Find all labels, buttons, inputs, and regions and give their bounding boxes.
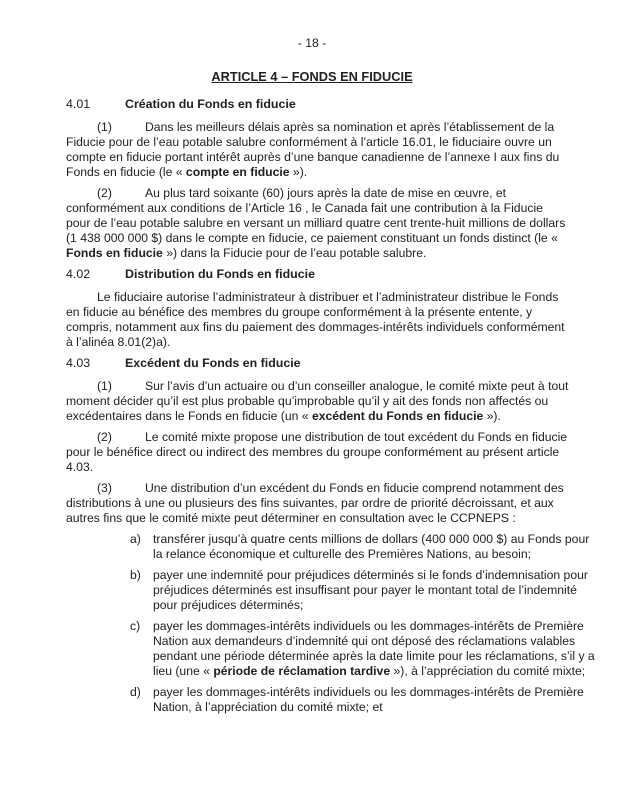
- bold-defined-term: excédent du Fonds en fiducie: [311, 409, 484, 423]
- list-item-text: [153, 619, 595, 679]
- section-4.01: [66, 97, 595, 261]
- text-run: »).: [483, 409, 501, 423]
- bold-defined-term: Fonds en fiducie: [66, 246, 163, 260]
- section-title: Création du Fonds en fiducie: [125, 97, 296, 111]
- paragraph: [66, 481, 570, 526]
- article-title: ARTICLE 4 – FONDS EN FIDUCIE: [211, 69, 413, 84]
- text-run: Au plus tard soixante (60) jours après la date de mise en œuvre, et conformément aux conditions de l’Article 16 , le Canada fait une contribution à la Fiducie pour de l’eau potable salubre en versant un milliard quatre cent trente-huit millions de dollars (1 438 000 000 $) dans le compte en fiducie, ce paiement constituant un fonds distinct (le «: [66, 186, 566, 245]
- section-heading: [66, 356, 570, 371]
- text-run: Le comité mixte propose une distribution de tout excédent du Fonds en fiducie pour le bénéfice direct ou indirect des membres du groupe conformément au présent article 4.03.: [66, 430, 568, 474]
- section-title: Excédent du Fonds en fiducie: [125, 356, 301, 370]
- paragraph: [66, 430, 570, 475]
- page-number: - 18 -: [297, 36, 327, 50]
- text-run: »).: [289, 165, 308, 179]
- list-item-marker: a): [130, 532, 141, 546]
- paragraph: [66, 379, 570, 424]
- paragraph: [66, 290, 570, 350]
- list-item-marker: d): [130, 685, 141, 699]
- section-number: 4.02: [66, 267, 91, 281]
- paragraph: [66, 120, 570, 180]
- section-4.02: [66, 267, 595, 350]
- paragraph: [66, 186, 570, 261]
- paragraph-marker: (1): [97, 379, 112, 393]
- paragraph-marker: (2): [97, 186, 112, 200]
- list-item-marker: b): [130, 568, 141, 582]
- text-run: Une distribution d’un excédent du Fonds en fiducie comprend notamment des distributions à une ou plusieurs des fins suivantes, par ordre de priorité décroissant, et aux autres fins que le comité mixte peut déterminer en consultation avec le CCPNEPS :: [66, 481, 564, 525]
- text-run: Le fiduciaire autorise l’administrateur à distribuer et l’administrateur distribue le Fonds en fiducie au bénéfice des membres du groupe conformément à la présente entente, y compris, notamment aux fins du paiement des dommages-intérêts individuels conformément à l’alinéa 8.01(2)a).: [66, 290, 565, 349]
- bold-defined-term: compte en fiducie: [185, 165, 290, 179]
- text-run: »), à l’appréciation du comité mixte;: [390, 664, 586, 678]
- document-sections: [66, 97, 595, 715]
- list-item-text: [153, 532, 595, 562]
- section-heading: [66, 97, 570, 112]
- text-run: payer une indemnité pour préjudices déterminés si le fonds d’indemnisation pour préjudices déterminés est insuffisant pour payer le montant total de l’indemnité pour préjudices déterminés;: [153, 568, 588, 612]
- text-run: Sur l’avis d’un actuaire ou d’un conseiller analogue, le comité mixte peut à tout moment décider qu’il est plus probable qu’improbable qu’il y ait des fonds non affectés ou excédentaires dans le Fonds en fiducie (un «: [66, 379, 569, 423]
- list-item-marker: c): [130, 619, 141, 633]
- text-run: ») dans la Fiducie pour de l’eau potable salubre.: [162, 246, 427, 260]
- section-title: Distribution du Fonds en fiducie: [125, 267, 315, 281]
- list-item: [130, 685, 595, 715]
- list-item: [130, 532, 595, 562]
- text-run: transférer jusqu’à quatre cents millions de dollars (400 000 000 $) au Fonds pour la relance économique et culturelle des Premières Nations, au besoin;: [153, 532, 590, 561]
- paragraph-marker: (2): [97, 430, 112, 444]
- text-run: payer les dommages-intérêts individuels ou les dommages-intérêts de Première Nation, à l’appréciation du comité mixte; et: [153, 685, 584, 714]
- section-number: 4.01: [66, 97, 91, 111]
- list-item: [130, 568, 595, 613]
- section-4.03: [66, 356, 595, 715]
- text-run: payer les dommages-intérêts individuels ou les dommages-intérêts de Première Nation aux demandeurs d’indemnité qui ont déposé des réclamations valables pendant une période déterminée après la date limite pour les réclamations, s’il y a lieu (une «: [153, 619, 595, 678]
- bold-defined-term: période de réclamation tardive: [213, 664, 391, 678]
- paragraph-marker: (1): [97, 120, 112, 134]
- list-item-text: [153, 568, 595, 613]
- list-item: [130, 619, 595, 679]
- list-item-text: [153, 685, 595, 715]
- paragraph-marker: (3): [97, 481, 112, 495]
- section-number: 4.03: [66, 356, 91, 370]
- section-heading: [66, 267, 570, 282]
- text-run: Dans les meilleurs délais après sa nomination et après l’établissement de la Fiducie pour de l’eau potable salubre conformément à l’article 16.01, le fiduciaire ouvre un compte en fiducie portant intérêt auprès d’une banque canadienne de l’annexe I aux fins du Fonds en fiducie (le «: [66, 120, 560, 179]
